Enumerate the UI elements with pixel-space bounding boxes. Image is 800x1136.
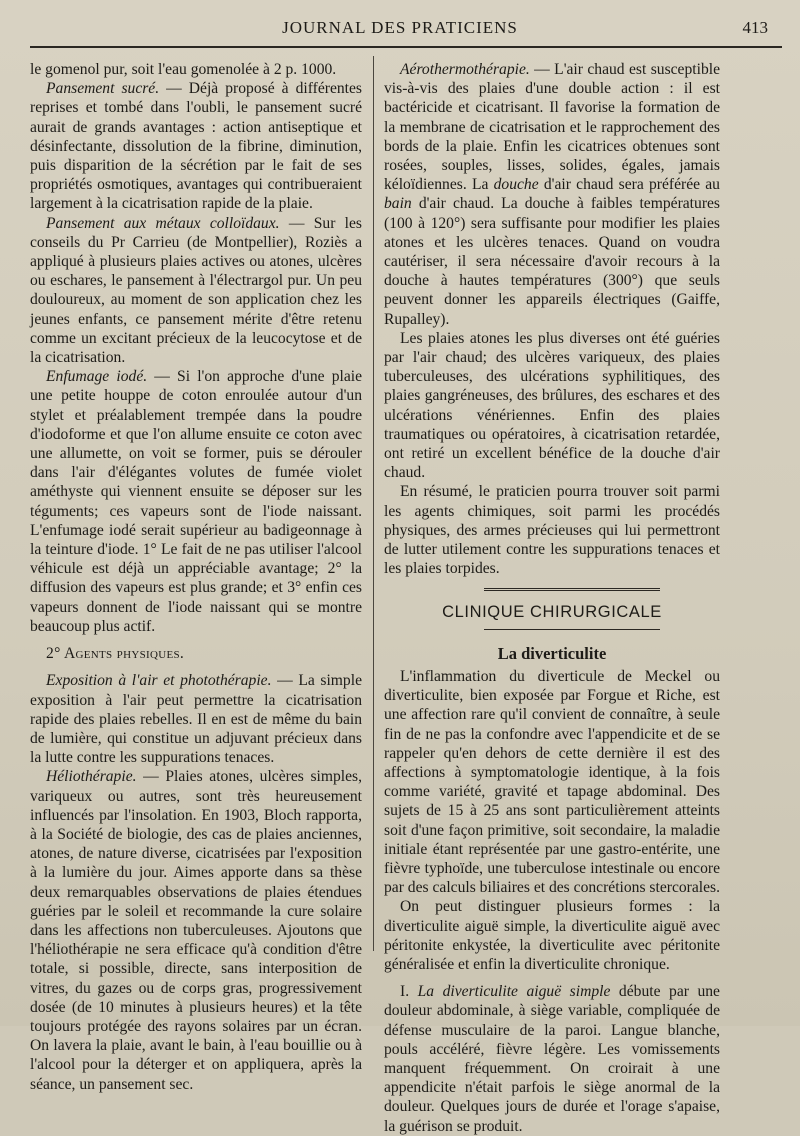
- section-rule: [484, 588, 660, 591]
- paragraph: [30, 367, 362, 636]
- paragraph: On peut distinguer plusieurs formes : la diverticulite aiguë simple, la diverticulite aiguë avec péritonite enkystée, la diverticulite avec péritonite généralisée et enfin la diverticulite chronique.: [384, 898, 720, 973]
- running-head: [0, 14, 800, 40]
- paragraph-text: — Si l'on approche d'une plaie une petite houppe de coton enroulée autour d'un stylet et préalablement trempée dans la poudre d'iodoforme et que l'on allume ensuite ce coton avec une allumette, on voit se former, puis se dérouler dans l'air d'élégantes volutes de fumée violet améthyste qui viennent ensuite se déposer sur les téguments; ces vapeurs sont de l'iode naissant. L'enfumage iodé serait supérieur au badigeonnage à la teinture d'iode. 1° Le fait de ne pas utiliser l'alcool véhicule est déjà un appréciable avantage; 2° la diffusion des vapeurs est plus grande; et 3° enfin ces vapeurs donnent de l'iode naissant qui se montre beaucoup plus actif.: [30, 368, 363, 635]
- paragraph: [30, 671, 362, 767]
- page-number: 413: [742, 18, 768, 37]
- paragraph-lead: Pansement aux métaux colloïdaux.: [46, 214, 280, 232]
- article-title: La diverticulite: [497, 643, 607, 663]
- paragraph: [384, 982, 720, 1136]
- paragraph-text: d'air chaud sera préférée au: [538, 176, 720, 194]
- paragraph: [30, 767, 362, 1093]
- left-column: [30, 60, 362, 1094]
- section-rule: [484, 629, 660, 630]
- inline-emphasis: bain: [384, 195, 412, 213]
- paragraph-number: I.: [400, 983, 418, 1001]
- paragraph: [30, 214, 362, 368]
- paragraph: [30, 79, 362, 213]
- paragraph-text: débute par une douleur abdominale, à siège variable, compliquée de défense musculaire de la paroi. Langue blanche, pouls accéléré, fièvre légère. Les vomissements manquent fréquemment. On croirait à une appendicite n'était parfois le siège anormal de la douleur. Quelques jours de durée et l'orage s'apaise, la guérison se produit.: [384, 983, 720, 1135]
- paragraph-text: le gomenol pur, soit l'eau gomenolée à 2 p. 1000.: [30, 61, 337, 78]
- paragraph-text: — L'air chaud est susceptible vis-à-vis des plaies d'une double action : il est bactéricide et cicatrisant. Il favorise la formation de la membrane de cicatrisation et le rapprochement des bords de la plaie. Enfin les cicatrices obtenues sont rosées, souples, lisses, solides, égales, jamais kéloïdiennes. La: [384, 61, 720, 194]
- paragraph-lead: Enfumage iodé.: [46, 368, 148, 386]
- paragraph-text: — Déjà proposé à différentes reprises et tombé dans l'oubli, le pansement sucré aurait de grands avantages : action antiseptique et désinfectante, dissolution de la fibrine, diminution, puis disparition de la sécrétion par le fait de ses propriétés osmotiques, avantages qui contribueraient largement à la cicatrisation rapide de la plaie.: [30, 80, 363, 213]
- paragraph: [384, 60, 720, 329]
- paragraph-lead: Pansement sucré.: [46, 80, 160, 98]
- paragraph-text: — Sur les conseils du Pr Carrieu (de Montpellier), Roziès a appliqué à plusieurs plaies actives ou atones, ulcères ou eschares, le pansement à l'électrargol pur. Un peu douloureux, au moment de son application chez les jeunes enfants, ce pansement mérite d'être retenu comme un excitant précieux de la leucocytose et de la cicatrisation.: [30, 214, 363, 367]
- inline-emphasis: douche: [493, 176, 539, 194]
- column-divider: [373, 56, 374, 951]
- running-title: JOURNAL DES PRATICIENS: [282, 18, 518, 37]
- right-column: [384, 60, 720, 1136]
- section-heading: CLINIQUE CHIRURGICALE: [442, 603, 662, 622]
- paragraph-text: — La simple exposition à l'air peut permettre la cicatrisation rapide des plaies rebelles. Il en est de même du bain de lumière, qui constitue un adjuvant précieux dans la lutte contre les suppurations tenaces.: [30, 672, 362, 767]
- paragraph: [30, 60, 362, 79]
- paragraph: L'inflammation du diverticule de Meckel ou diverticulite, bien exposée par Forgue et Riche, est une affection rare qu'il convient de connaître, à seule fin de ne pas la confondre avec l'appendicite et de se rappeler qu'en dehors de cette dernière il est des affections à symptomatologie identique, à la fois comme variété, gravité et tapage abdominal. Des sujets de 15 à 25 ans sont particulièrement atteints soit d'une façon primitive, soit secondaire, la maladie initiale étant représentée par une gastro-entérite, une fièvre typhoïde, une tuberculose intestinale ou encore par des calculs biliaires et des concrétions stercorales.: [384, 667, 720, 897]
- paragraph: En résumé, le praticien pourra trouver soit parmi les agents chimiques, soit parmi les procédés physiques, des armes précieuses qui lui permettront de lutter utilement contre les suppurations tenaces et les plaies torpides.: [384, 483, 720, 578]
- paragraph-lead: Aérothermothérapie.: [400, 61, 530, 78]
- paragraph-lead: Héliothérapie.: [46, 768, 137, 786]
- paragraph: Les plaies atones les plus diverses ont été guéries par l'air chaud; des ulcères variqueux, des plaies tuberculeuses, des ulcérations syphilitiques, des plaies gangréneuses, des brûlures, des eschares et des ulcérations vénériennes. Enfin des plaies traumatiques ou opératoires, à cicatrisation retardée, ont retiré un excellent bénéfice de la douche d'air chaud.: [384, 329, 720, 482]
- paragraph-lead: Exposition à l'air et photothérapie.: [46, 672, 272, 690]
- header-rule: [30, 46, 782, 48]
- paragraph-lead: La diverticulite aiguë simple: [417, 983, 611, 1001]
- paragraph-text: d'air chaud. La douche à faibles températures (100 à 120°) sera suffisante pour modifier les plaies atones et les ulcères tenaces. Quand on voudra cautériser, il sera nécessaire d'avoir recours à la douche à hautes températures (300°) que seuls peuvent donner les appareils électriques (Gaiffe, Rupalley).: [384, 195, 720, 328]
- subhead-agents-physiques: 2° Agents physiques.: [46, 645, 185, 663]
- paragraph-text: — Plaies atones, ulcères simples, variqueux ou autres, sont très heureusement influencés par l'insolation. En 1903, Bloch rapporta, à la Société de biologie, des cas de plaies anciennes, atones, de nature diverse, cicatrisées par l'exposition à la lumière du jour. Aimes apporte dans sa thèse deux remarquables observations de plaies étendues guéries par le soleil et recommande la cure solaire dans les affections non tuberculeuses. Ajoutons que l'héliothérapie ne sera efficace qu'à condition d'être totale, si possible, directe, sans interposition de vitres, du gazes ou de corps gras, progressivement dosée (de 10 minutes à plusieurs heures) et la tête toujours protégée des rayons solaires par un écran. On lavera la plaie, avant le bain, à l'eau bouillie ou à l'alcool pour la déterger et on appliquera, après la séance, un pansement sec.: [30, 768, 362, 1093]
